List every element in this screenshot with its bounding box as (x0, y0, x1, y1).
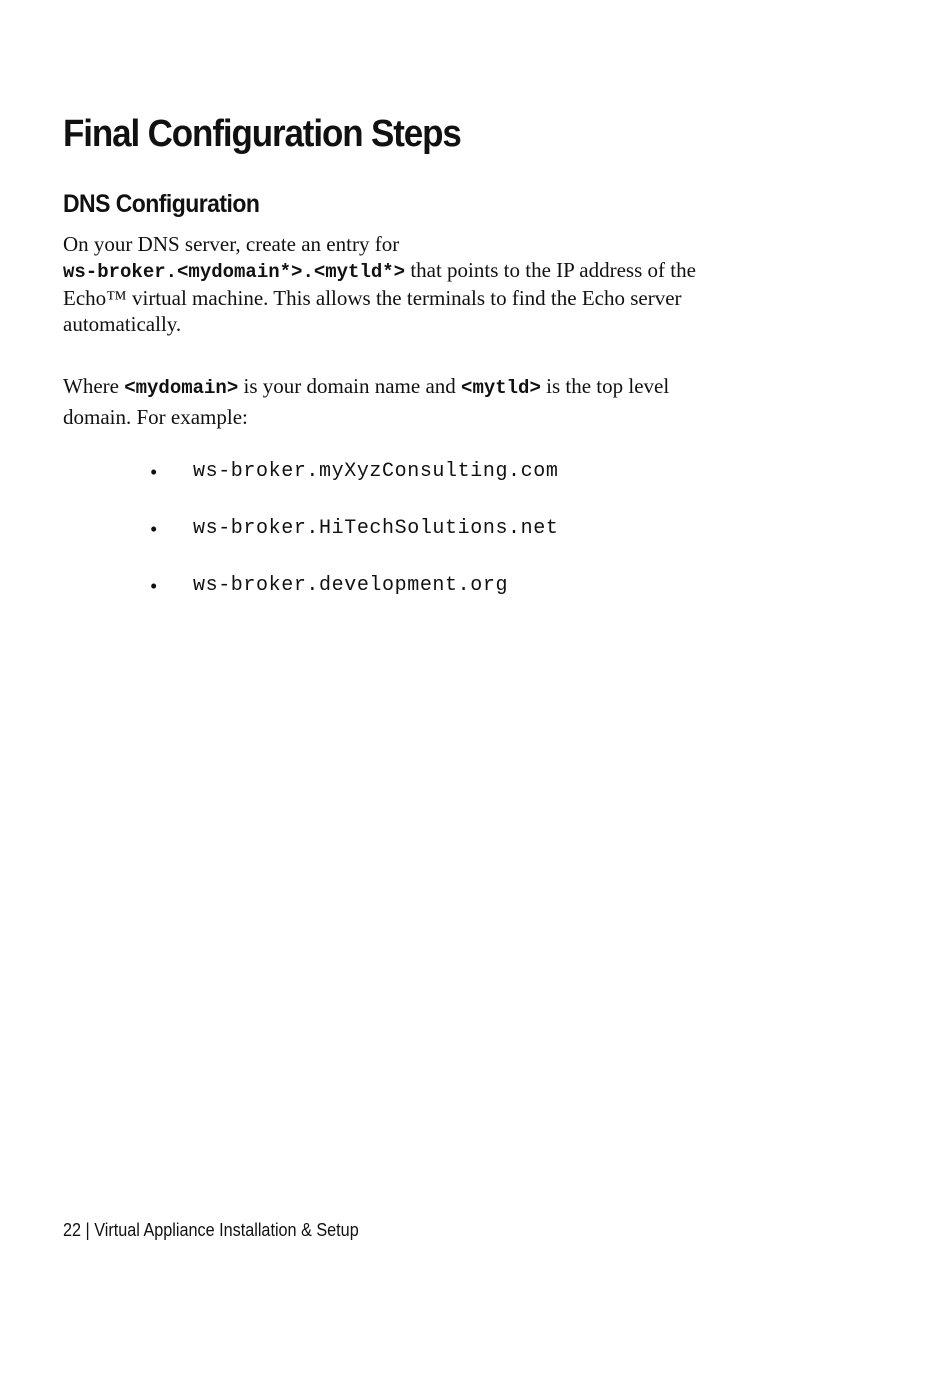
bullet-icon: • (150, 517, 158, 541)
page-title: Final Configuration Steps (63, 113, 461, 155)
paragraph-text: Where (63, 374, 125, 398)
hostname-pattern-code: ws-broker.<mydomain*>.<mytld*> (63, 261, 406, 283)
paragraph-text: Echo™ virtual machine. This allows the terminals to find the Echo server (63, 286, 682, 310)
example-hostname: ws-broker.myXyzConsulting.com (193, 460, 559, 483)
bullet-icon: • (150, 574, 158, 598)
list-item (150, 515, 558, 572)
paragraph-text: that points to the IP address of the (405, 258, 696, 282)
mydomain-code: <mydomain> (124, 377, 239, 399)
example-hostname: ws-broker.development.org (193, 574, 509, 597)
section-heading: DNS Configuration (63, 190, 260, 218)
paragraph-text: is your domain name and (238, 374, 462, 398)
paragraph-text: On your DNS server, create an entry for (63, 232, 400, 256)
paragraph-text: automatically. (63, 312, 182, 336)
paragraph-text: domain. For example: (63, 405, 248, 429)
example-hostname: ws-broker.HiTechSolutions.net (193, 517, 559, 540)
domain-explanation-paragraph (63, 372, 669, 432)
list-item (150, 458, 558, 515)
list-item (150, 572, 558, 629)
bullet-icon: • (150, 460, 158, 484)
paragraph-text: is the top level (540, 374, 670, 398)
page-footer: 22 | Virtual Appliance Installation & Setup (63, 1220, 359, 1240)
dns-entry-paragraph (63, 231, 696, 337)
mytld-code: <mytld> (461, 377, 541, 399)
example-list (150, 458, 558, 629)
